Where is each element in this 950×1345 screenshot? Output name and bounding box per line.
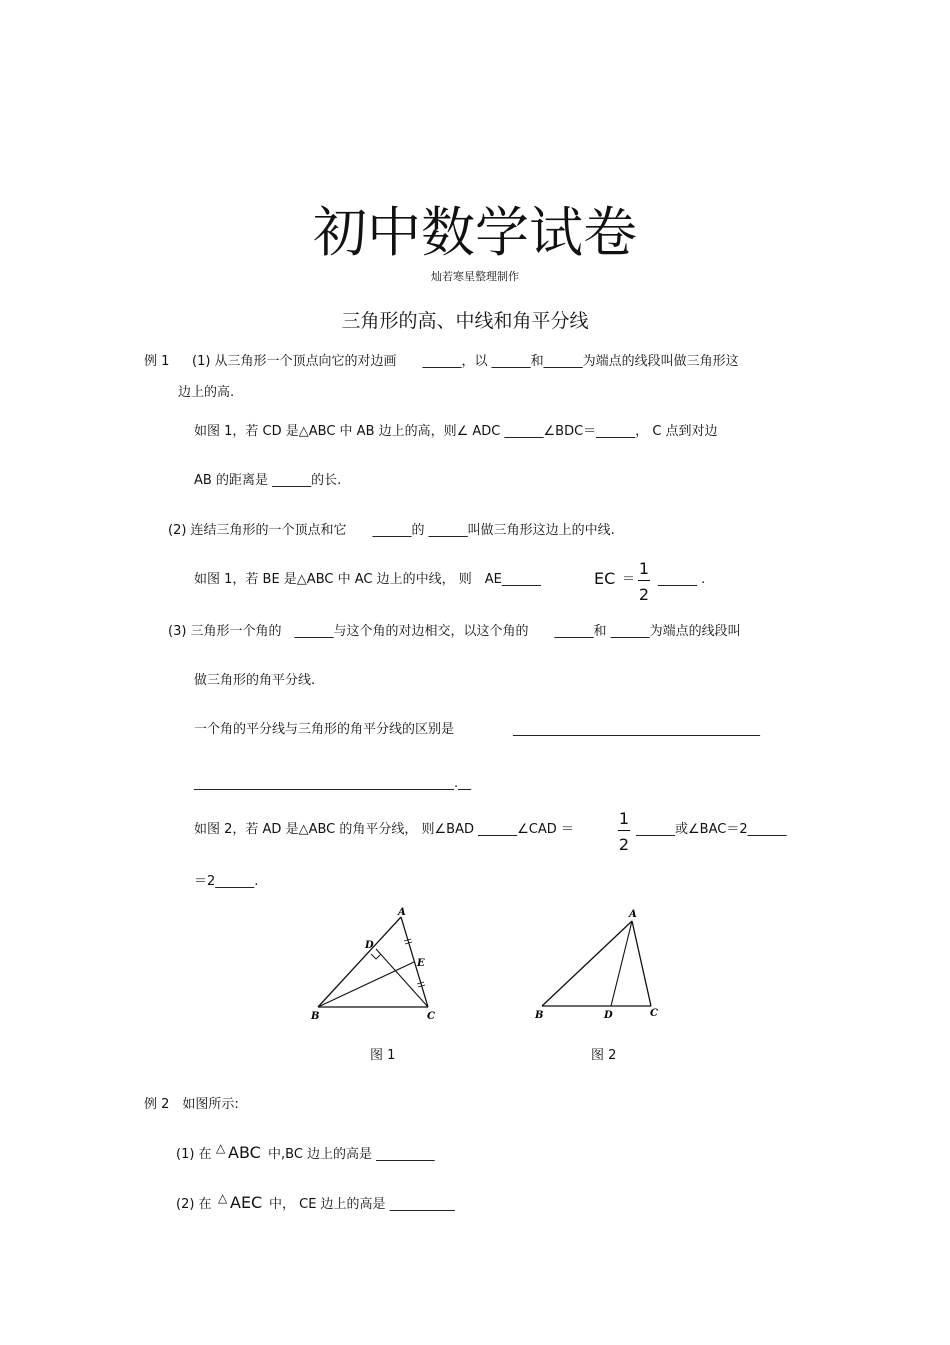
ex1-part2-fraction-denominator: 2 bbox=[638, 585, 650, 604]
ex1-part3-line2: 做三角形的角平分线. bbox=[194, 673, 316, 688]
fig2-label-b: B bbox=[535, 1010, 544, 1021]
ex1-part2-line2-end: ______ . bbox=[658, 572, 706, 587]
ex1-part1-line2: 边上的高. bbox=[178, 385, 235, 400]
ex1-part2-equals: ＝ bbox=[622, 572, 636, 587]
ex1-part3-line5-end: ______或∠BAC＝2______ bbox=[636, 822, 787, 837]
triangle-symbol-icon: △ bbox=[216, 1141, 226, 1155]
fig1-label-d: D bbox=[365, 940, 374, 951]
ex1-part2-line2-start: 如图 1，若 BE 是△ABC 中 AC 边上的中线， 则 AE______ bbox=[194, 572, 541, 587]
fig1-label-a: A bbox=[398, 907, 406, 918]
ex1-part1-line1: (1) 从三角形一个顶点向它的对边画 ______，以 ______和______为端点的线段叫做三角形这 bbox=[192, 354, 739, 369]
fig2-label-a: A bbox=[629, 909, 637, 920]
section-heading: 三角形的高、中线和角平分线 bbox=[341, 310, 589, 332]
figure-2 bbox=[525, 905, 675, 1025]
fig2-side-ab bbox=[542, 921, 632, 1006]
ex2-q1-triangle: ABC bbox=[228, 1143, 261, 1162]
fig2-bisector-ad bbox=[611, 921, 632, 1006]
document-subtitle: 灿若寒星整理制作 bbox=[431, 270, 519, 283]
ex1-part3-line5-start: 如图 2，若 AD 是△ABC 的角平分线， 则∠BAD ______∠CAD ＝ bbox=[194, 822, 574, 837]
fig2-label-d: D bbox=[604, 1010, 613, 1021]
ex1-part3-line4-blank: ________________________________________.__ bbox=[194, 776, 472, 791]
fig1-label-e: E bbox=[417, 958, 425, 969]
ex2-q2-triangle: AEC bbox=[230, 1193, 263, 1212]
fig1-side-ab bbox=[318, 917, 401, 1007]
figure-1 bbox=[300, 905, 450, 1025]
ex1-part3-line6: ＝2______. bbox=[194, 874, 259, 889]
ex1-part3-fraction-denominator: 2 bbox=[618, 835, 630, 854]
ex1-part3-fraction-bar bbox=[618, 830, 630, 831]
fig2-side-ac bbox=[632, 921, 651, 1006]
ex2-q1-prefix: (1) 在 bbox=[176, 1147, 212, 1162]
ex1-part2-ec: EC bbox=[594, 569, 616, 588]
fig1-median-be bbox=[318, 962, 414, 1007]
fig1-right-angle-mark bbox=[371, 954, 381, 959]
ex1-part2-fraction-numerator: 1 bbox=[638, 559, 650, 578]
fig1-label-c: C bbox=[427, 1011, 435, 1022]
example-2-label: 例 2 如图所示: bbox=[144, 1097, 239, 1112]
ex1-part3-line1: (3) 三角形一个角的 ______与这个角的对边相交，以这个角的 ______和 ______为端点的线段叫 bbox=[168, 624, 741, 639]
example-1-label: 例 1 bbox=[144, 354, 170, 369]
ex2-q2-text: 中， CE 边上的高是 __________ bbox=[269, 1197, 455, 1212]
figure-1-caption: 图 1 bbox=[370, 1048, 396, 1063]
fig1-label-b: B bbox=[311, 1011, 320, 1022]
ex1-part1-line3: 如图 1，若 CD 是△ABC 中 AB 边上的高，则∠ ADC ______∠BDC＝______， C 点到对边 bbox=[194, 424, 718, 439]
ex1-part3-fraction-numerator: 1 bbox=[618, 809, 630, 828]
ex1-part2-line1: (2) 连结三角形的一个顶点和它 ______的 ______叫做三角形这边上的中线. bbox=[168, 523, 615, 538]
ex1-part3-line3-blank: ______________________________________ bbox=[513, 722, 760, 737]
ex1-part3-line3-text: 一个角的平分线与三角形的角平分线的区别是 bbox=[194, 722, 455, 737]
ex1-part2-fraction-bar bbox=[638, 580, 650, 581]
figure-2-caption: 图 2 bbox=[591, 1048, 617, 1063]
ex1-part1-line4: AB 的距离是 ______的长. bbox=[194, 473, 342, 488]
fig2-label-c: C bbox=[650, 1008, 658, 1019]
ex2-q2-prefix: (2) 在 bbox=[176, 1197, 212, 1212]
triangle-symbol-icon: △ bbox=[218, 1191, 228, 1205]
ex2-q1-text: 中,BC 边上的高是 _________ bbox=[268, 1147, 435, 1162]
document-title: 初中数学试卷 bbox=[313, 201, 637, 264]
